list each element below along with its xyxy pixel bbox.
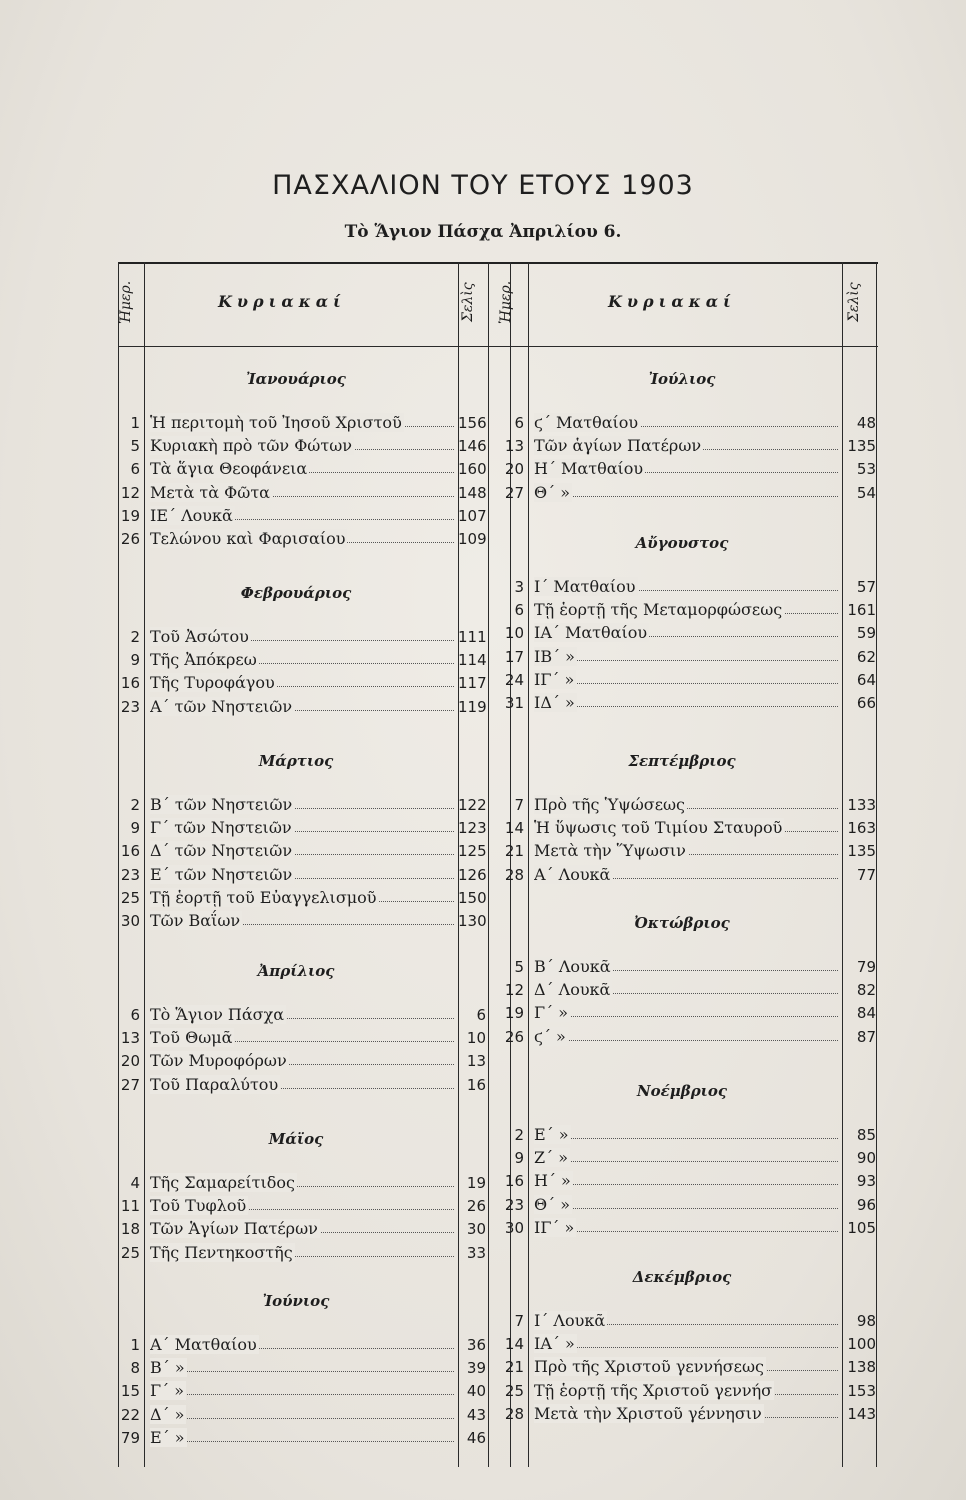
sunday-label: Τοῦ Ἀσώτου [150,627,249,646]
day-number: 28 [504,865,524,884]
sunday-label: Τελώνου καὶ Φαρισαίου [150,529,346,548]
sunday-label: Τῆς Πεντηκοστῆς [150,1242,293,1262]
day-number: 5 [514,958,524,976]
sunday-name [534,1147,570,1169]
leader-dots [536,1124,838,1139]
sunday-name [534,1124,571,1146]
sunday-label: Γ΄ τῶν Νηστειῶν [150,818,292,838]
day-number: 9 [130,819,140,838]
sunday-name [534,692,577,714]
table-row [118,435,878,457]
leader-dots [152,1427,454,1442]
table-row [118,1427,878,1449]
table-row [118,599,878,621]
sunday-label: Τοῦ Παραλύτου [150,1074,279,1094]
sunday-label: Τῶν Βαΐων [150,911,241,930]
leader-dots [536,1194,838,1209]
day-number: 5 [130,437,140,456]
table-row [118,864,878,886]
page-number: 109 [458,530,487,548]
day-number: 24 [504,670,524,689]
sunday-label: Κυριακὴ πρὸ τῶν Φώτων [150,436,352,456]
day-number: 27 [120,1075,140,1094]
sunday-name [534,817,784,839]
leader-dots [536,692,838,707]
page-number: 146 [458,437,487,456]
table-row [118,412,878,434]
sunday-label: Ἡ ὕψωσις τοῦ Τιμίου Σταυροῦ [534,818,783,838]
page-number: 40 [466,1382,486,1401]
page-number: 96 [856,1195,876,1214]
page-number: 122 [458,796,487,814]
month-heading: Ἰούνιος [262,1292,330,1310]
header-sundays-right: Κυριακαί [608,292,736,311]
table-row [118,505,878,527]
day-number: 25 [120,1243,140,1262]
page-number: 64 [856,670,876,689]
sunday-name [534,864,612,886]
day-number: 19 [504,1004,524,1023]
sunday-label: Τῇ ἑορτῇ τοῦ Εὐαγγελισμοῦ [150,887,377,907]
page-number: 66 [856,694,876,712]
sunday-name [534,458,645,480]
sunday-label: Ι΄ Λουκᾶ [534,1311,606,1330]
sunday-label: Δ΄ Λουκᾶ [534,980,611,1000]
sunday-name [534,1310,607,1332]
day-number: 6 [130,1006,140,1024]
page-number: 46 [466,1428,486,1447]
month-heading: Νοέμβριος [636,1082,728,1100]
page-number: 105 [847,1218,876,1237]
table-row [118,1333,878,1355]
table-row [118,1026,878,1048]
day-number: 20 [504,460,524,479]
sunday-label: Θ΄ » [534,482,570,502]
day-number: 79 [120,1428,140,1447]
day-number: 16 [504,1172,524,1191]
page-number: 10 [466,1029,486,1048]
pascha-table [118,262,878,1467]
table-row [118,1380,878,1402]
sunday-label: Ἡ περιτομὴ τοῦ Ἰησοῦ Χριστοῦ [150,413,402,432]
day-number: 1 [130,414,140,432]
day-number: 14 [504,1335,524,1354]
sunday-label: Η΄ Ματθαίου [534,459,644,479]
month-heading: Μάϊος [268,1130,324,1148]
page-number: 36 [466,1336,486,1354]
table-row [118,840,878,862]
page-number: 77 [856,865,876,884]
page-number: 54 [856,483,876,502]
page-number: 156 [458,414,487,432]
day-number: 9 [130,651,140,670]
sunday-label: ΙΑ΄ » [534,1334,575,1354]
day-number: 25 [120,888,140,907]
day-number: 14 [504,819,524,838]
page-number: 57 [856,578,876,596]
sunday-name [534,956,613,978]
table-row [118,1002,878,1024]
sunday-label: Τῶν Ἁγίων Πατέρων [150,1219,318,1239]
page-number: 53 [856,460,876,479]
page-number: 135 [847,842,876,861]
sunday-name [150,1427,187,1449]
day-number: 9 [514,1149,524,1168]
page-number: 13 [466,1052,486,1071]
page-number: 39 [466,1359,486,1378]
page-number: 153 [847,1381,876,1400]
page-number: 119 [458,697,487,716]
sunday-label: Β΄ τῶν Νηστειῶν [150,795,293,814]
leader-dots [536,482,838,497]
leader-dots [536,1170,838,1185]
table-row [118,887,878,909]
page-number: 59 [856,624,876,643]
page-number: 62 [856,647,876,666]
sunday-name [534,669,576,691]
sunday-name [534,794,687,816]
sunday-label: Δ΄ » [150,1404,185,1424]
day-number: 31 [504,694,524,712]
table-row [118,1124,878,1146]
page-subtitle: Τὸ Ἅγιον Πάσχα Ἀπριλίου 6. [344,222,622,242]
sunday-name [150,1074,280,1096]
month-heading: Ἰανουάριος [246,370,346,388]
sunday-label: Α΄ τῶν Νηστειῶν [150,696,293,716]
day-number: 16 [120,842,140,861]
sunday-label: Η΄ » [534,1171,571,1191]
page-number: 117 [458,674,487,693]
sunday-label: Α΄ Ματθαίου [150,1335,257,1354]
page-number: 138 [847,1358,876,1377]
day-number: 20 [120,1052,140,1071]
day-number: 3 [514,578,524,596]
sunday-label: Γ΄ » [150,1381,184,1401]
sunday-name [150,528,347,550]
page-number: 133 [847,796,876,814]
sunday-name [534,412,640,434]
leader-dots [536,1217,838,1232]
day-number: 6 [514,601,524,620]
day-number: 8 [130,1359,140,1378]
day-number: 6 [130,460,140,479]
leader-dots [536,1026,838,1041]
table-row [118,1356,878,1378]
leader-dots [536,1002,838,1017]
sunday-label: Τοῦ Τυφλοῦ [150,1196,247,1216]
sunday-label: Τῶν ἁγίων Πατέρων [534,436,702,456]
sunday-label: Μετὰ τὴν Χριστοῦ γέννησιν [534,1403,762,1423]
page-number: 107 [458,506,487,525]
day-number: 30 [504,1218,524,1237]
header-day-left: Ἡμερ. [118,280,134,324]
sunday-name [150,1050,289,1072]
day-number: 30 [120,912,140,930]
table-top-rule [118,262,878,264]
table-row [118,458,878,480]
table-row [118,979,878,1001]
page-number: 160 [458,460,487,479]
table-row [118,482,878,504]
day-number: 22 [120,1405,140,1424]
table-row [118,1194,878,1216]
sunday-name [534,1403,764,1425]
page-number: 111 [458,628,487,646]
sunday-name [534,435,703,457]
day-number: 16 [120,674,140,693]
sunday-label: ΙΓ΄ » [534,669,575,689]
month-heading: Φεβρουάριος [240,584,352,602]
table-row [118,669,878,691]
page-number: 6 [476,1006,486,1024]
day-number: 6 [514,414,524,432]
day-number: 23 [504,1195,524,1214]
table-row [118,794,878,816]
sunday-label: Τὸ Ἅγιον Πάσχα [150,1005,285,1024]
sunday-name [534,482,572,504]
sunday-label: Τῇ ἑορτῇ τῆς Χριστοῦ γεννήσ [534,1380,773,1400]
page-number: 84 [856,1004,876,1023]
page-number: 26 [466,1197,486,1216]
sunday-label: Μετὰ τὰ Φῶτα [150,482,270,502]
page-number: 143 [847,1404,876,1423]
day-number: 26 [504,1027,524,1046]
leader-dots [536,1147,838,1162]
sunday-name [534,979,612,1001]
day-number: 27 [504,483,524,502]
sunday-label: Ι΄ Ματθαίου [534,577,636,596]
day-number: 17 [504,647,524,666]
day-number: 1 [130,1336,140,1354]
sunday-name [534,1356,766,1378]
sunday-label: Δ΄ τῶν Νηστειῶν [150,841,293,861]
page-number: 16 [466,1075,486,1094]
page-number: 163 [847,819,876,838]
sunday-label: ΙΔ΄ » [534,693,575,712]
day-number: 2 [130,796,140,814]
sunday-label: Β΄ Λουκᾶ [534,957,611,976]
sunday-label: Θ΄ » [534,1194,570,1214]
page-number: 114 [458,651,487,670]
day-number: 11 [120,1197,140,1216]
sunday-name [534,1333,577,1355]
day-number: 21 [504,842,524,861]
month-heading: Δεκέμβριος [632,1268,732,1286]
sunday-name [534,1026,568,1048]
day-number: 23 [120,697,140,716]
sunday-label: Τῆς Τυροφάγου [150,673,275,693]
table-row [118,1147,878,1169]
sunday-name [534,599,784,621]
header-sundays-left: Κυριακαί [218,292,346,311]
sunday-name [534,1170,573,1192]
day-number: 12 [120,483,140,502]
page-number: 85 [856,1126,876,1144]
table-row [118,1310,878,1332]
table-row [118,956,878,978]
sunday-label: Τῶν Μυροφόρων [150,1051,287,1071]
page-number: 100 [847,1335,876,1354]
page-number: 82 [856,981,876,1000]
day-number: 2 [514,1126,524,1144]
table-row [118,576,878,598]
page-title: ΠΑΣΧΑΛΙΟΝ ΤΟΥ ΕΤΟΥΣ 1903 [272,170,694,201]
sunday-label: Τὰ ἅγια Θεοφάνεια [150,459,308,479]
page-number: 123 [458,819,487,838]
month-heading: Μάρτιος [258,752,334,770]
page-number: 90 [856,1149,876,1168]
sunday-label: Τῆς Σαμαρείτιδος [150,1173,295,1192]
month-heading: Αὔγουστος [635,534,729,552]
day-number: 2 [130,628,140,646]
sunday-name [534,646,577,668]
page-number: 33 [466,1243,486,1262]
page-number: 135 [847,437,876,456]
page-number: 30 [466,1220,486,1239]
sunday-label: Ε΄ » [534,1125,569,1144]
table-row [118,1170,878,1192]
sunday-label: Α΄ Λουκᾶ [534,864,611,884]
sunday-label: ΙΑ΄ Ματθαίου [534,623,648,643]
sunday-label: ΙΕ΄ Λουκᾶ [150,505,233,525]
day-number: 4 [130,1174,140,1192]
page-number: 130 [458,912,487,930]
table-header-rule [118,346,878,347]
sunday-name [150,505,235,527]
table-row [118,622,878,644]
sunday-label: ΙΓ΄ » [534,1217,575,1237]
day-number: 23 [120,865,140,884]
sunday-label: Γ΄ » [534,1003,568,1023]
day-number: 26 [120,530,140,548]
sunday-name [534,1217,576,1239]
table-row [118,692,878,714]
leader-dots [536,646,838,661]
header-day-right: Ἡμερ. [498,280,514,324]
sunday-label: ϛ΄ » [534,1026,566,1046]
sunday-label: Πρὸ τῆς Ὑψώσεως [534,795,685,814]
sunday-name [534,840,688,862]
page-number: 79 [856,958,876,976]
sunday-label: Ε΄ » [150,1427,185,1447]
header-page-left: Σελὶς [460,282,476,322]
leader-dots [536,1333,838,1348]
page-number: 126 [458,865,487,884]
table-row [118,1050,878,1072]
page-number: 161 [847,601,876,620]
day-number: 15 [120,1382,140,1401]
sunday-name [534,1194,572,1216]
sunday-label: Ζ΄ » [534,1148,568,1168]
page-number: 43 [466,1405,486,1424]
month-heading: Ὀκτώβριος [634,914,730,932]
page-number: 125 [458,842,487,861]
sunday-label: Τοῦ Θωμᾶ [150,1028,233,1048]
day-number: 12 [504,981,524,1000]
table-row [118,817,878,839]
sunday-name [150,910,242,932]
table-row [118,1242,878,1264]
sunday-name [534,1002,570,1024]
page-number: 48 [856,414,876,432]
month-heading: Σεπτέμβριος [628,752,736,770]
sunday-name [534,1380,774,1402]
sunday-name [534,576,638,598]
table-row [118,646,878,668]
day-number: 13 [504,437,524,456]
leader-dots [536,669,838,684]
sunday-name [150,1242,295,1264]
sunday-label: Τῆς Ἀπόκρεω [150,650,257,670]
sunday-label: Β΄ » [150,1358,185,1378]
table-row [118,1403,878,1425]
day-number: 21 [504,1358,524,1377]
day-number: 28 [504,1404,524,1423]
page-number: 87 [856,1027,876,1046]
sunday-name [150,887,379,909]
table-row [118,1217,878,1239]
day-number: 19 [120,506,140,525]
sunday-label: Τῇ ἑορτῇ τῆς Μεταμορφώσεως [534,600,783,620]
sunday-label: Πρὸ τῆς Χριστοῦ γεννήσεως [534,1357,764,1377]
page-number: 93 [856,1172,876,1191]
page-number: 19 [466,1174,486,1192]
page-number: 148 [458,483,487,502]
sunday-label: Ε΄ τῶν Νηστειῶν [150,864,293,884]
page-number: 98 [856,1312,876,1330]
header-page-right: Σελὶς [846,282,862,322]
month-heading: Ἰούλιος [648,370,716,388]
day-number: 7 [514,796,524,814]
page-number: 150 [458,888,487,907]
day-number: 13 [120,1029,140,1048]
day-number: 18 [120,1220,140,1239]
sunday-name [534,622,649,644]
day-number: 10 [504,624,524,643]
sunday-label: Μετὰ τὴν Ὕψωσιν [534,841,686,861]
day-number: 25 [504,1381,524,1400]
day-number: 7 [514,1312,524,1330]
sunday-label: ϛ΄ Ματθαίου [534,413,639,432]
sunday-label: ΙΒ΄ » [534,646,575,666]
month-heading: Ἀπρίλιος [257,962,335,980]
